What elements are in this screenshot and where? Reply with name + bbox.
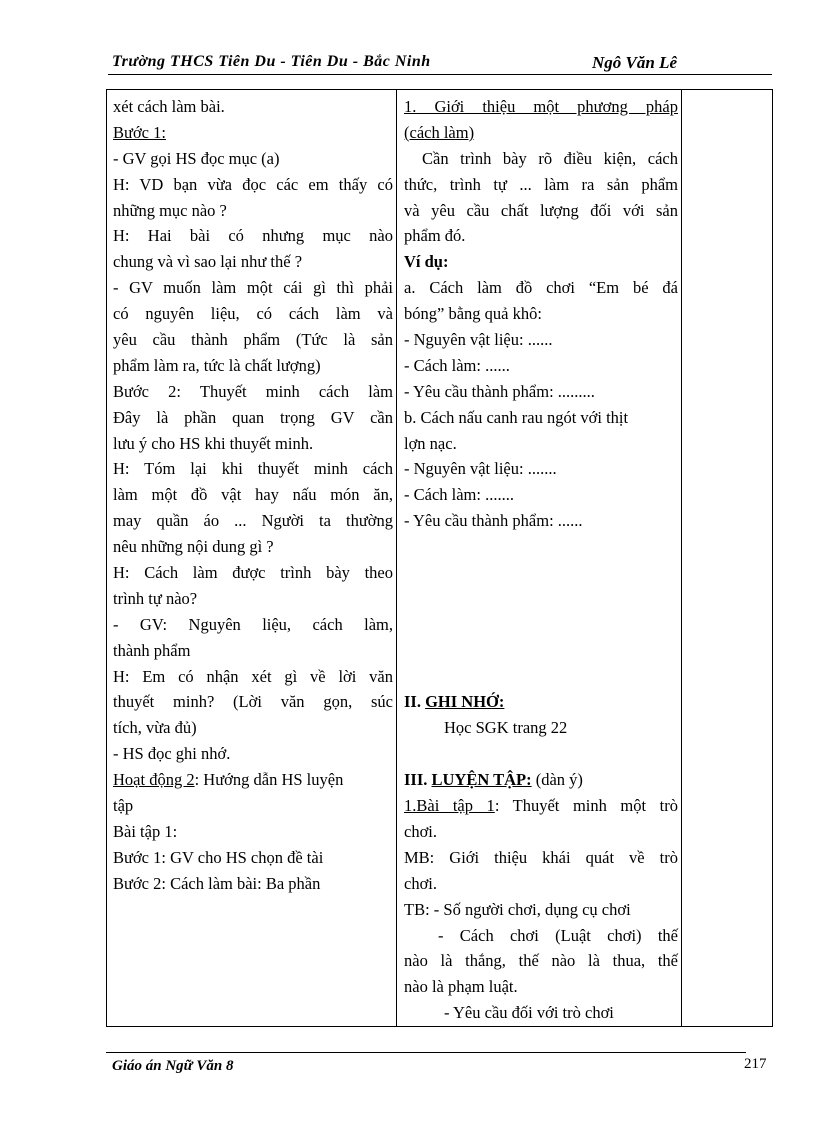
text-line: a. Cách làm đồ chơi “Em bé đá [404, 278, 678, 298]
text-line: chung và vì sao lại như thế ? [113, 252, 303, 272]
text-line: thức, trình tự ... làm ra sản phẩm [404, 174, 678, 194]
page-number: 217 [744, 1056, 767, 1072]
footer-rule [106, 1052, 746, 1053]
text-line: nào là phạm luật. [404, 977, 518, 997]
text-line: chơi. [404, 873, 438, 893]
teacher-activity-column [113, 94, 393, 897]
text-line: làm một đồ vật hay nấu món ăn, [113, 485, 393, 505]
text-line: - Yêu cầu đối với trò chơi [444, 1003, 614, 1023]
text-line [404, 586, 678, 612]
school-name: Trường THCS Tiên Du - Tiên Du - Bắc Ninh [112, 53, 431, 70]
text-line: tích, vừa đủ) [113, 718, 197, 738]
text-line: Đây là phần quan trọng GV cần [113, 407, 393, 427]
text-line: may quần áo ... Người ta thường [113, 511, 393, 531]
page-header [108, 52, 772, 75]
text-line: Bước 1: [113, 122, 166, 142]
text-line: những mục nào ? [113, 200, 227, 220]
text-line: b. Cách nấu canh rau ngót với thịt [404, 407, 629, 427]
author-name: Ngô Văn Lê [592, 53, 677, 72]
text-line: trình tự nào? [113, 588, 198, 608]
text-line [404, 534, 678, 560]
text-line: thành phẩm [113, 640, 191, 660]
text-line: - GV gọi HS đọc mục (a) [113, 148, 280, 168]
text-line: - HS đọc ghi nhớ. [113, 744, 231, 764]
text-line [404, 664, 678, 690]
text-line: 1.Bài tập 1: Thuyết minh một trò [404, 796, 678, 816]
text-line: MB: Giới thiệu khái quát về trò [404, 847, 678, 867]
text-line: - Cách làm: ...... [404, 355, 510, 375]
column-divider [681, 90, 682, 1026]
lesson-content-column [404, 94, 678, 1026]
column-divider [396, 90, 397, 1026]
text-line: Bước 1: GV cho HS chọn đề tài [113, 847, 324, 867]
text-line: Học SGK trang 22 [444, 718, 568, 738]
text-line: tập [113, 796, 134, 816]
text-line: nào là thắng, thế nào là thua, thế [404, 951, 678, 971]
text-line: Cần trình bày rõ điều kiện, cách [422, 148, 678, 168]
text-line: thuyết minh? (Lời văn gọn, súc [113, 692, 393, 712]
text-line: - Nguyên vật liệu: ....... [404, 459, 557, 479]
text-line: - Cách chơi (Luật chơi) thế [438, 925, 678, 945]
text-line: và yêu cầu chất lượng đối với sản [404, 200, 678, 220]
text-line [404, 741, 678, 767]
text-line: phẩm làm ra, tức là chất lượng) [113, 355, 321, 375]
text-line: - Cách làm: ....... [404, 485, 514, 505]
text-line: II. GHI NHỚ: [404, 692, 505, 712]
text-line: (cách làm) [404, 122, 475, 142]
text-line: - GV: Nguyên liệu, cách làm, [113, 614, 393, 634]
text-line: H: VD bạn vừa đọc các em thấy có [113, 174, 393, 194]
text-line: - Yêu cầu thành phẩm: ...... [404, 511, 583, 531]
text-line [404, 612, 678, 638]
text-line: chơi. [404, 821, 438, 841]
text-line: H: Cách làm được trình bày theo [113, 563, 393, 583]
text-line [404, 560, 678, 586]
footer-title: Giáo án Ngữ Văn 8 [112, 1058, 234, 1074]
text-line: yêu cầu thành phẩm (Tức là sản [113, 330, 393, 350]
text-line: xét cách làm bài. [113, 97, 225, 116]
text-line: nêu những nội dung gì ? [113, 537, 274, 557]
lesson-table [106, 89, 773, 1027]
text-line: Bước 2: Cách làm bài: Ba phần [113, 873, 321, 893]
text-line: III. LUYỆN TẬP: (dàn ý) [404, 770, 583, 790]
text-line: - GV muốn làm một cái gì thì phải [113, 278, 393, 298]
text-line: - Nguyên vật liệu: ...... [404, 330, 553, 350]
text-line: bóng” bằng quả khô: [404, 304, 542, 324]
text-line [404, 638, 678, 664]
text-line: lợn nạc. [404, 433, 457, 453]
text-line: - Yêu cầu thành phẩm: ......... [404, 381, 595, 401]
text-line: Hoạt động 2: Hướng dẫn HS luyện [113, 770, 344, 790]
text-line: Bài tập 1: [113, 821, 178, 841]
text-line: H: Em có nhận xét gì về lời văn [113, 666, 393, 686]
text-line: H: Tóm lại khi thuyết minh cách [113, 459, 393, 479]
text-line: H: Hai bài có nhưng mục nào [113, 226, 393, 246]
text-line: lưu ý cho HS khi thuyết minh. [113, 433, 314, 453]
text-line: có nguyên liệu, có cách làm và [113, 304, 393, 324]
text-line: phẩm đó. [404, 226, 466, 246]
text-line: Bước 2: Thuyết minh cách làm [113, 381, 393, 401]
text-line: Ví dụ: [404, 252, 449, 272]
text-line: TB: - Số người chơi, dụng cụ chơi [404, 899, 631, 919]
text-line: 1. Giới thiệu một phương pháp [404, 97, 678, 116]
